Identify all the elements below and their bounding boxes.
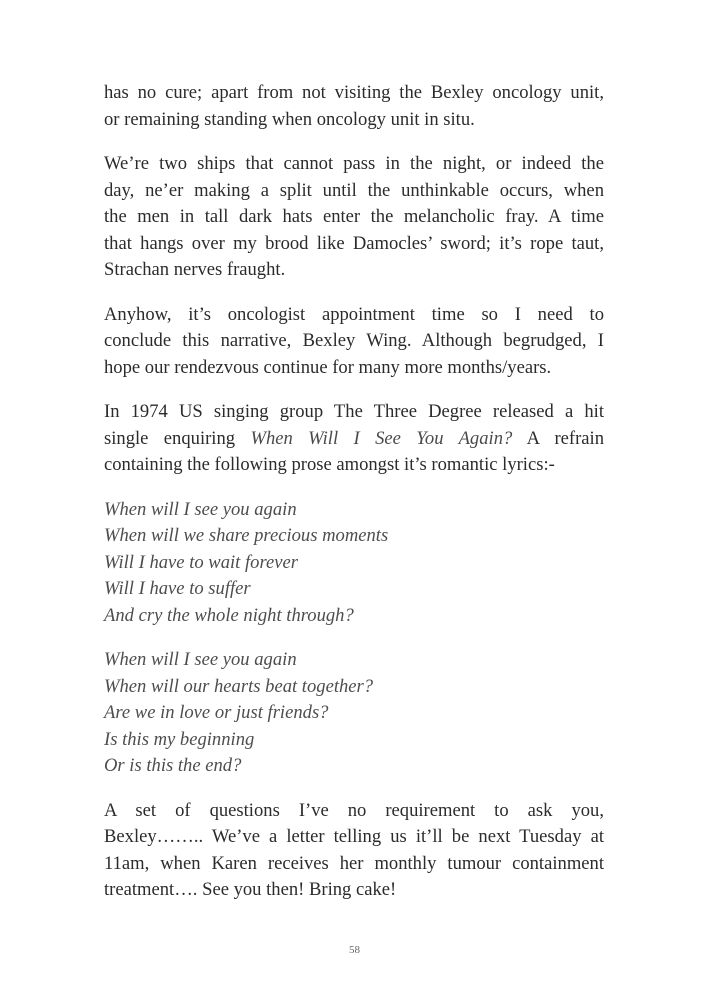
- paragraph-line: that hangs over my brood like Damocles’ sword; it’s rope taut,: [104, 232, 604, 254]
- paragraph-line: or remaining standing when oncology unit in situ.: [104, 108, 475, 130]
- lyric-line: When will we share precious moments: [104, 525, 389, 546]
- paragraph-1: [104, 80, 604, 133]
- lyrics-verse-2: [104, 647, 604, 780]
- lyric-line: When will I see you again: [104, 498, 297, 520]
- paragraph-line-with-title: [104, 426, 604, 453]
- paragraph-line: day, ne’er making a split until the unthinkable occurs, when: [104, 179, 604, 201]
- paragraph-line: containing the following prose amongst it’s romantic lyrics:-: [104, 454, 555, 475]
- paragraph-line: conclude this narrative, Bexley Wing. Although begrudged, I: [104, 330, 604, 351]
- line-text: single enquiring: [104, 427, 251, 449]
- paragraph-line: We’re two ships that cannot pass in the night, or indeed the: [104, 153, 604, 174]
- lyric-line: Will I have to suffer: [104, 578, 251, 599]
- page-number: 58: [349, 944, 360, 956]
- paragraph-3: [104, 302, 604, 382]
- paragraph-line: 11am, when Karen receives her monthly tumour containment: [104, 852, 604, 874]
- lyric-line: When will our hearts beat together?: [104, 675, 374, 697]
- paragraph-line: A set of questions I’ve no requirement to ask you,: [104, 799, 604, 821]
- lyrics-verse-1: [104, 497, 604, 630]
- page-body: [104, 80, 604, 922]
- paragraph-line: Strachan nerves fraught.: [104, 259, 286, 280]
- lyric-line: Are we in love or just friends?: [104, 702, 329, 723]
- lyric-line: Will I have to wait forever: [104, 551, 298, 573]
- lyric-line: Is this my beginning: [104, 728, 255, 750]
- line-text: A refrain: [512, 427, 604, 449]
- paragraph-line: treatment…. See you then! Bring cake!: [104, 879, 397, 900]
- paragraph-line: the men in tall dark hats enter the melancholic fray. A time: [104, 206, 604, 227]
- paragraph-line: hope our rendezvous continue for many more months/years.: [104, 356, 552, 378]
- paragraph-4: [104, 399, 604, 479]
- song-title: When Will I See You Again?: [250, 427, 513, 449]
- paragraph-2: [104, 151, 604, 284]
- paragraph-line: has no cure; apart from not visiting the Bexley oncology unit,: [104, 82, 604, 103]
- lyric-line: When will I see you again: [104, 649, 297, 670]
- closing-paragraph: [104, 798, 604, 904]
- paragraph-line: Bexley…….. We’ve a letter telling us it’ll be next Tuesday at: [104, 826, 604, 847]
- paragraph-line: Anyhow, it’s oncologist appointment time so I need to: [104, 303, 604, 325]
- lyric-line: And cry the whole night through?: [104, 604, 354, 626]
- lyric-line: Or is this the end?: [104, 755, 242, 776]
- paragraph-line: In 1974 US singing group The Three Degree released a hit: [104, 401, 604, 422]
